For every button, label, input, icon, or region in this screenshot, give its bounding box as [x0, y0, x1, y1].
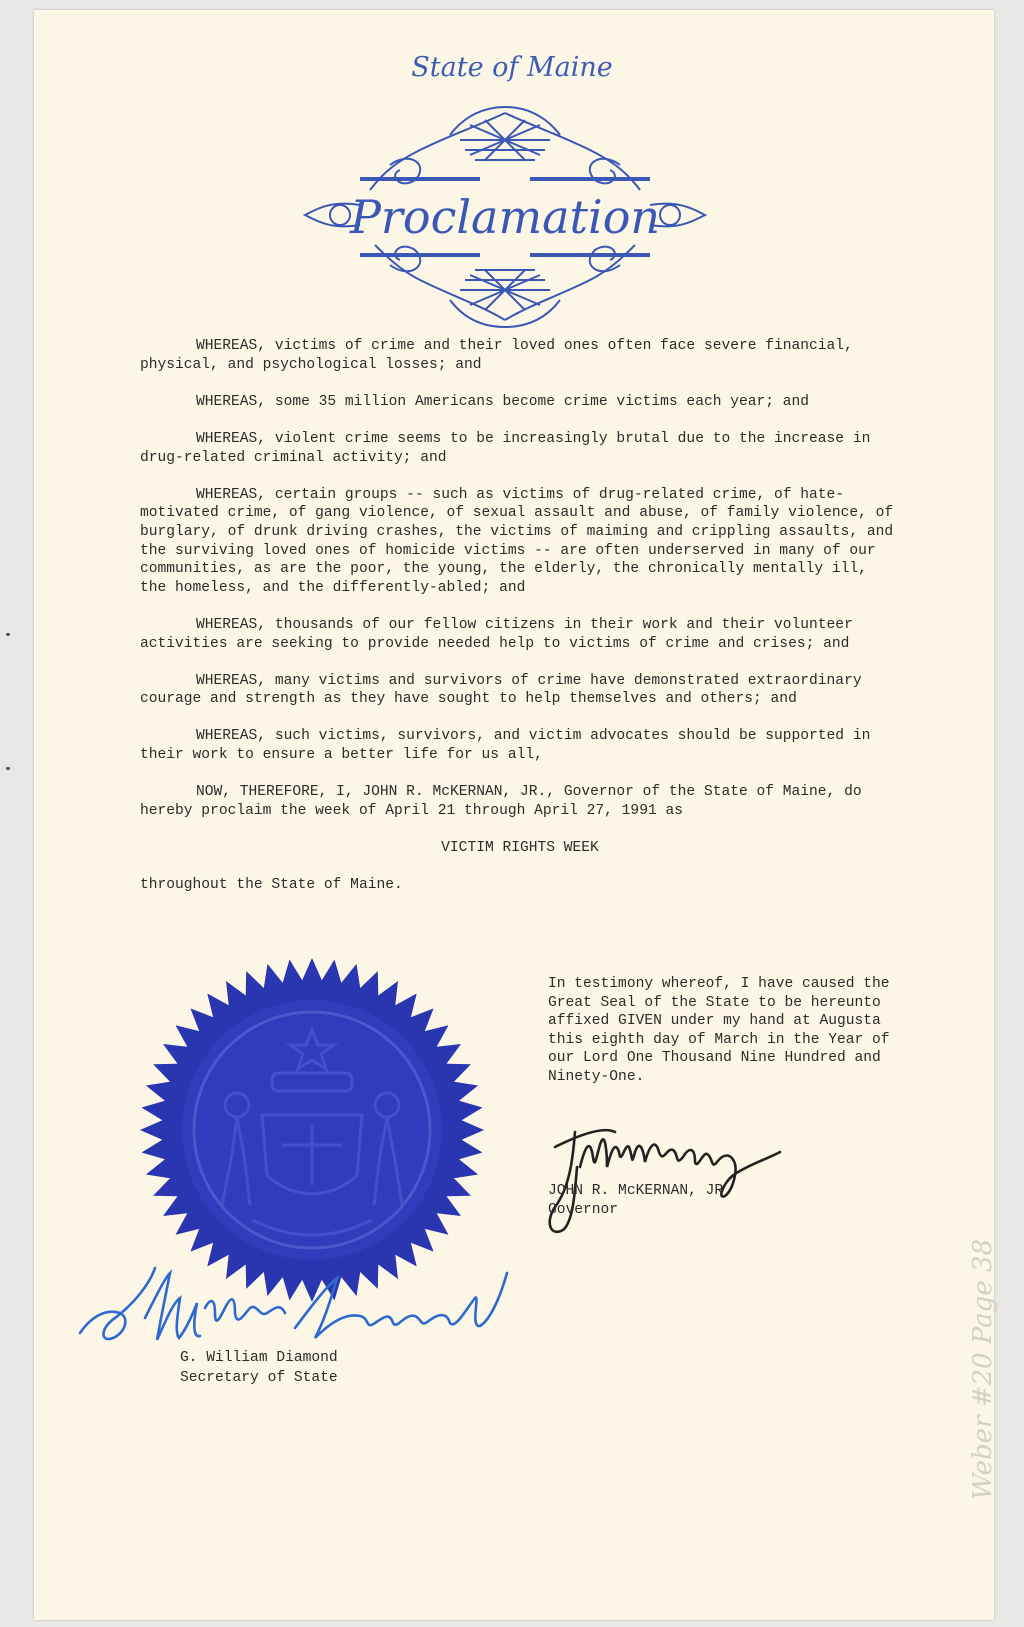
whereas-clause-7: WHEREAS, such victims, survivors, and victim advocates should be supported in their work to ensure a better life for us all, — [140, 728, 871, 764]
great-seal-sticker — [132, 955, 492, 1305]
scan-speck — [6, 633, 10, 636]
testimony-statement: In testimony whereof, I have caused the Great Seal of the State to be hereunto affixed GIVEN under my hand at Augusta this eighth day of March in the Year of our Lord One Thousand Nine Hundred and Ninety-One. — [548, 976, 890, 1085]
whereas-clause-4: WHEREAS, certain groups -- such as victims of drug-related crime, of hate-motivated crime, of gang violence, of sexual assault and abuse, of family violence, of burglary, of drunk driving crashes, the victims of maiming and crippling assaults, and the surviving loved ones of homicide victims -- are often underserved in many of our communities, as are the poor, the young, the elderly, the chronically mentally ill, the homeless, and the differently-abled; and — [140, 486, 894, 596]
state-title: State of Maine — [411, 52, 613, 83]
pencil-margin-note: Weber #20 Page 38 — [968, 1238, 998, 1500]
proclamation-body — [140, 337, 900, 913]
whereas-clause-2: WHEREAS, some 35 million Americans become crime victims each year; and — [196, 393, 810, 410]
scan-speck — [6, 767, 10, 770]
throughout-line: throughout the State of Maine. — [140, 877, 403, 894]
governor-title: Governor — [548, 1202, 619, 1218]
governor-name: JOHN R. McKERNAN, JR. — [548, 1183, 732, 1199]
secretary-block — [180, 1348, 338, 1388]
secretary-name: G. William Diamond — [180, 1350, 338, 1366]
proclamation-title: Proclamation — [349, 190, 661, 244]
whereas-clause-1: WHEREAS, victims of crime and their loved ones often face severe financial, physical, and psychological losses; and — [140, 338, 853, 373]
secretary-signature — [75, 1258, 515, 1358]
whereas-clause-6: WHEREAS, many victims and survivors of crime have demonstrated extraordinary courage and strength as they have sought to help themselves and others; and — [140, 672, 862, 708]
proclaimed-week: VICTIM RIGHTS WEEK — [441, 840, 599, 857]
now-therefore-clause: NOW, THEREFORE, I, JOHN R. McKERNAN, JR., Governor of the State of Maine, do hereby proclaim the week of April 21 through April 27, 1991 as — [140, 784, 862, 819]
secretary-title: Secretary of State — [180, 1370, 338, 1386]
whereas-clause-3: WHEREAS, violent crime seems to be increasingly brutal due to the increase in drug-related criminal activity; and — [140, 430, 871, 466]
proclamation-crest — [300, 95, 710, 335]
governor-signature — [545, 1112, 805, 1242]
whereas-clause-5: WHEREAS, thousands of our fellow citizens in their work and their volunteer activities are seeking to provide needed help to victims of crime and crises; and — [140, 616, 853, 652]
governor-block — [548, 1182, 732, 1220]
